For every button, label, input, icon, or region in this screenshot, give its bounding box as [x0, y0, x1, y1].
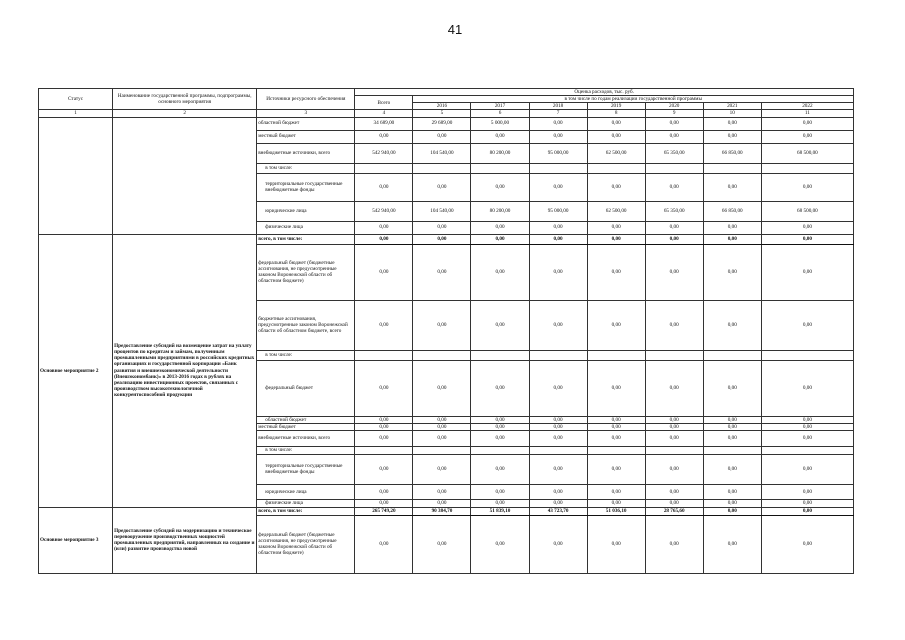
amount-cell: 65 350,00 [645, 201, 703, 221]
funding-source-label: местный бюджет [257, 423, 355, 430]
col-number: 11 [761, 110, 853, 117]
amount-cell: 0,00 [645, 234, 703, 244]
amount-cell: 0,00 [587, 423, 645, 430]
funding-source-label: физические лица [257, 499, 355, 507]
funding-source-label: всего, в том числе: [257, 507, 355, 515]
amount-cell: 0,00 [587, 234, 645, 244]
row-measure-name [113, 117, 257, 234]
amount-cell: 0,00 [587, 173, 645, 201]
row-status: Основное мероприятие 2 [39, 234, 113, 507]
amount-cell: 0,00 [355, 499, 413, 507]
amount-cell: 0,00 [645, 173, 703, 201]
amount-cell: 0,00 [413, 244, 471, 300]
amount-cell [587, 446, 645, 454]
amount-cell: 0,00 [761, 117, 853, 130]
amount-cell: 0,00 [471, 484, 529, 499]
amount-cell: 0,00 [413, 173, 471, 201]
amount-cell: 0,00 [703, 117, 761, 130]
row-status: Основное мероприятие 3 [39, 507, 113, 573]
amount-cell: 0,00 [703, 221, 761, 234]
amount-cell: 0,00 [471, 430, 529, 446]
amount-cell: 0,00 [761, 515, 853, 573]
amount-cell: 43 723,70 [529, 507, 587, 515]
funding-source-label: юридические лица [257, 201, 355, 221]
header-year: 2018 [529, 103, 587, 110]
funding-source-label: бюджетные ассигнования, предусмотренные законом Воронежской области об областном бюджете, всего [257, 300, 355, 350]
amount-cell: 0,00 [413, 130, 471, 143]
amount-cell: 0,00 [471, 423, 529, 430]
header-status: Статус [39, 89, 113, 110]
amount-cell: 0,00 [529, 423, 587, 430]
amount-cell: 0,00 [703, 430, 761, 446]
amount-cell [471, 163, 529, 173]
funding-source-label: в том числе: [257, 163, 355, 173]
amount-cell: 0,00 [587, 430, 645, 446]
funding-source-label: областной бюджет [257, 416, 355, 423]
amount-cell: 0,00 [355, 484, 413, 499]
amount-cell: 0,00 [587, 484, 645, 499]
amount-cell: 0,00 [471, 499, 529, 507]
amount-cell [355, 350, 413, 360]
amount-cell: 0,00 [413, 484, 471, 499]
amount-cell: 0,00 [413, 499, 471, 507]
amount-cell: 0,00 [761, 130, 853, 143]
amount-cell: 0,00 [703, 234, 761, 244]
amount-cell: 0,00 [529, 117, 587, 130]
amount-cell: 0,00 [703, 507, 761, 515]
amount-cell: 62 500,00 [587, 143, 645, 163]
amount-cell: 0,00 [645, 300, 703, 350]
amount-cell: 0,00 [761, 416, 853, 423]
column-numbers-row [39, 110, 854, 117]
funding-source-label: территориальные государственные внебюджетные фонды [257, 454, 355, 484]
amount-cell [587, 350, 645, 360]
amount-cell: 34 689,00 [355, 117, 413, 130]
table-row [39, 117, 854, 130]
amount-cell: 0,00 [703, 130, 761, 143]
amount-cell: 0,00 [355, 423, 413, 430]
col-number: 10 [703, 110, 761, 117]
col-number: 3 [257, 110, 355, 117]
amount-cell: 0,00 [529, 454, 587, 484]
funding-source-label: местный бюджет [257, 130, 355, 143]
amount-cell: 0,00 [645, 423, 703, 430]
amount-cell [703, 350, 761, 360]
amount-cell: 0,00 [529, 484, 587, 499]
col-number: 1 [39, 110, 113, 117]
amount-cell: 0,00 [703, 416, 761, 423]
amount-cell [529, 163, 587, 173]
amount-cell [703, 446, 761, 454]
amount-cell: 68 500,00 [761, 201, 853, 221]
amount-cell: 0,00 [355, 173, 413, 201]
amount-cell: 0,00 [587, 454, 645, 484]
amount-cell: 5 000,00 [471, 117, 529, 130]
amount-cell: 0,00 [761, 360, 853, 416]
amount-cell [355, 163, 413, 173]
amount-cell: 0,00 [761, 484, 853, 499]
amount-cell: 0,00 [355, 416, 413, 423]
row-measure-name: Предоставление субсидий на возмещение затрат на уплату процентов по кредитам и займам, полученным промышленными предприятиями в российских кредитных организациях и государственной корпорации «Банк развития и внешнеэкономической деятельности (Внешэкономбанк)» в 2013-2016 годах в рублях на реализацию инвестиционных проектов, связанных с производством высокотехнологичной конкурентоспособной продукции [113, 234, 257, 507]
amount-cell [761, 350, 853, 360]
amount-cell: 0,00 [529, 515, 587, 573]
header-estimate: Оценка расходов, тыс. руб. [355, 89, 854, 96]
amount-cell: 0,00 [587, 117, 645, 130]
amount-cell: 0,00 [529, 130, 587, 143]
amount-cell: 29 689,00 [413, 117, 471, 130]
amount-cell: 80 200,00 [471, 143, 529, 163]
amount-cell: 0,00 [413, 360, 471, 416]
amount-cell: 0,00 [471, 221, 529, 234]
amount-cell: 0,00 [529, 300, 587, 350]
amount-cell [645, 163, 703, 173]
header-year: 2021 [703, 103, 761, 110]
amount-cell: 0,00 [587, 130, 645, 143]
funding-source-label: федеральный бюджет [257, 360, 355, 416]
amount-cell: 80 200,00 [471, 201, 529, 221]
header-total: Всего [355, 96, 413, 110]
amount-cell: 0,00 [471, 173, 529, 201]
amount-cell: 0,00 [413, 416, 471, 423]
amount-cell: 0,00 [529, 221, 587, 234]
col-number: 4 [355, 110, 413, 117]
amount-cell: 0,00 [645, 244, 703, 300]
amount-cell: 0,00 [645, 454, 703, 484]
header-year: 2022 [761, 103, 853, 110]
amount-cell: 0,00 [413, 430, 471, 446]
amount-cell: 0,00 [355, 244, 413, 300]
amount-cell: 0,00 [355, 234, 413, 244]
amount-cell: 104 540,00 [413, 143, 471, 163]
amount-cell [471, 446, 529, 454]
amount-cell: 0,00 [703, 454, 761, 484]
amount-cell: 68 500,00 [761, 143, 853, 163]
funding-source-label: внебюджетные источники, всего [257, 430, 355, 446]
amount-cell: 95 000,00 [529, 201, 587, 221]
funding-source-label: всего, в том числе: [257, 234, 355, 244]
amount-cell: 0,00 [413, 300, 471, 350]
amount-cell: 0,00 [761, 507, 853, 515]
amount-cell: 62 500,00 [587, 201, 645, 221]
amount-cell: 104 540,00 [413, 201, 471, 221]
amount-cell: 0,00 [645, 484, 703, 499]
amount-cell: 0,00 [471, 416, 529, 423]
amount-cell: 0,00 [413, 423, 471, 430]
col-number: 6 [471, 110, 529, 117]
amount-cell: 66 850,00 [703, 201, 761, 221]
table-body [39, 89, 854, 574]
amount-cell [471, 350, 529, 360]
amount-cell: 0,00 [703, 244, 761, 300]
header-source: Источники ресурсного обеспечения [257, 89, 355, 110]
amount-cell: 0,00 [471, 234, 529, 244]
amount-cell [355, 446, 413, 454]
amount-cell: 0,00 [587, 360, 645, 416]
amount-cell: 0,00 [587, 221, 645, 234]
amount-cell: 66 850,00 [703, 143, 761, 163]
amount-cell: 0,00 [761, 173, 853, 201]
header-year: 2020 [645, 103, 703, 110]
amount-cell: 0,00 [645, 430, 703, 446]
amount-cell: 0,00 [355, 430, 413, 446]
amount-cell: 0,00 [529, 430, 587, 446]
amount-cell: 95 000,00 [529, 143, 587, 163]
page-number: 41 [447, 22, 463, 37]
amount-cell: 0,00 [355, 515, 413, 573]
amount-cell: 0,00 [529, 244, 587, 300]
amount-cell: 0,00 [761, 430, 853, 446]
amount-cell: 0,00 [645, 499, 703, 507]
resource-table [38, 88, 854, 574]
funding-source-label: федеральный бюджет (бюджетные ассигнования, не предусмотренные законом Воронежской области об областном бюджете) [257, 515, 355, 573]
amount-cell: 28 765,60 [645, 507, 703, 515]
amount-cell [529, 350, 587, 360]
amount-cell: 90 384,70 [413, 507, 471, 515]
amount-cell: 0,00 [355, 300, 413, 350]
col-number: 5 [413, 110, 471, 117]
amount-cell: 65 350,00 [645, 143, 703, 163]
funding-source-label: территориальные государственные внебюджетные фонды [257, 173, 355, 201]
amount-cell: 0,00 [529, 499, 587, 507]
amount-cell: 51 036,10 [587, 507, 645, 515]
amount-cell: 0,00 [703, 423, 761, 430]
amount-cell: 0,00 [413, 221, 471, 234]
table-row [39, 507, 854, 515]
amount-cell: 0,00 [587, 515, 645, 573]
funding-source-label: физические лица [257, 221, 355, 234]
amount-cell: 0,00 [645, 360, 703, 416]
amount-cell: 0,00 [761, 454, 853, 484]
amount-cell [529, 446, 587, 454]
amount-cell: 0,00 [645, 130, 703, 143]
header-by-years: в том числе по годам реализации государственной программы [413, 96, 854, 103]
amount-cell: 0,00 [703, 300, 761, 350]
amount-cell [645, 350, 703, 360]
amount-cell: 0,00 [587, 300, 645, 350]
header-year: 2019 [587, 103, 645, 110]
amount-cell: 51 839,10 [471, 507, 529, 515]
amount-cell: 0,00 [471, 244, 529, 300]
amount-cell: 0,00 [471, 130, 529, 143]
amount-cell: 0,00 [761, 499, 853, 507]
amount-cell: 0,00 [587, 499, 645, 507]
header-year: 2016 [413, 103, 471, 110]
amount-cell: 0,00 [703, 499, 761, 507]
amount-cell: 0,00 [471, 515, 529, 573]
amount-cell: 0,00 [761, 423, 853, 430]
funding-source-label: в том числе: [257, 350, 355, 360]
amount-cell: 0,00 [413, 515, 471, 573]
amount-cell: 0,00 [703, 173, 761, 201]
amount-cell: 0,00 [529, 360, 587, 416]
amount-cell: 0,00 [471, 454, 529, 484]
funding-source-label: юридические лица [257, 484, 355, 499]
amount-cell: 0,00 [645, 221, 703, 234]
amount-cell: 0,00 [355, 454, 413, 484]
amount-cell: 542 940,00 [355, 201, 413, 221]
amount-cell: 0,00 [529, 173, 587, 201]
row-status [39, 117, 113, 234]
amount-cell: 0,00 [355, 130, 413, 143]
amount-cell [587, 163, 645, 173]
amount-cell: 0,00 [645, 117, 703, 130]
amount-cell: 0,00 [529, 416, 587, 423]
amount-cell: 542 940,00 [355, 143, 413, 163]
amount-cell: 0,00 [471, 360, 529, 416]
row-measure-name: Предоставление субсидий на модернизацию и техническое перевооружение производственных мощностей промышленных предприятий, направленных на создание и (или) развитие производства новой [113, 507, 257, 573]
amount-cell: 265 749,20 [355, 507, 413, 515]
col-number: 9 [645, 110, 703, 117]
amount-cell: 0,00 [703, 360, 761, 416]
amount-cell: 0,00 [761, 300, 853, 350]
amount-cell: 0,00 [703, 484, 761, 499]
amount-cell: 0,00 [587, 244, 645, 300]
amount-cell: 0,00 [645, 416, 703, 423]
header-name: Наименование государственной программы, подпрограммы, основного мероприятия [113, 89, 257, 110]
amount-cell: 0,00 [703, 515, 761, 573]
header-year: 2017 [471, 103, 529, 110]
funding-source-label: в том числе: [257, 446, 355, 454]
amount-cell [761, 446, 853, 454]
table-row [39, 234, 854, 244]
amount-cell: 0,00 [587, 416, 645, 423]
col-number: 7 [529, 110, 587, 117]
amount-cell [413, 163, 471, 173]
amount-cell: 0,00 [413, 454, 471, 484]
amount-cell: 0,00 [529, 234, 587, 244]
amount-cell: 0,00 [413, 234, 471, 244]
funding-source-label: федеральный бюджет (бюджетные ассигнования, не предусмотренные законом Воронежской области об областном бюджете) [257, 244, 355, 300]
funding-source-label: внебюджетные источники, всего [257, 143, 355, 163]
amount-cell: 0,00 [761, 244, 853, 300]
amount-cell [645, 446, 703, 454]
amount-cell: 0,00 [355, 360, 413, 416]
col-number: 8 [587, 110, 645, 117]
col-number: 2 [113, 110, 257, 117]
amount-cell [761, 163, 853, 173]
amount-cell: 0,00 [471, 300, 529, 350]
amount-cell: 0,00 [761, 221, 853, 234]
amount-cell [703, 163, 761, 173]
amount-cell: 0,00 [645, 515, 703, 573]
amount-cell: 0,00 [355, 221, 413, 234]
amount-cell [413, 350, 471, 360]
amount-cell [413, 446, 471, 454]
funding-source-label: областной бюджет [257, 117, 355, 130]
amount-cell: 0,00 [761, 234, 853, 244]
